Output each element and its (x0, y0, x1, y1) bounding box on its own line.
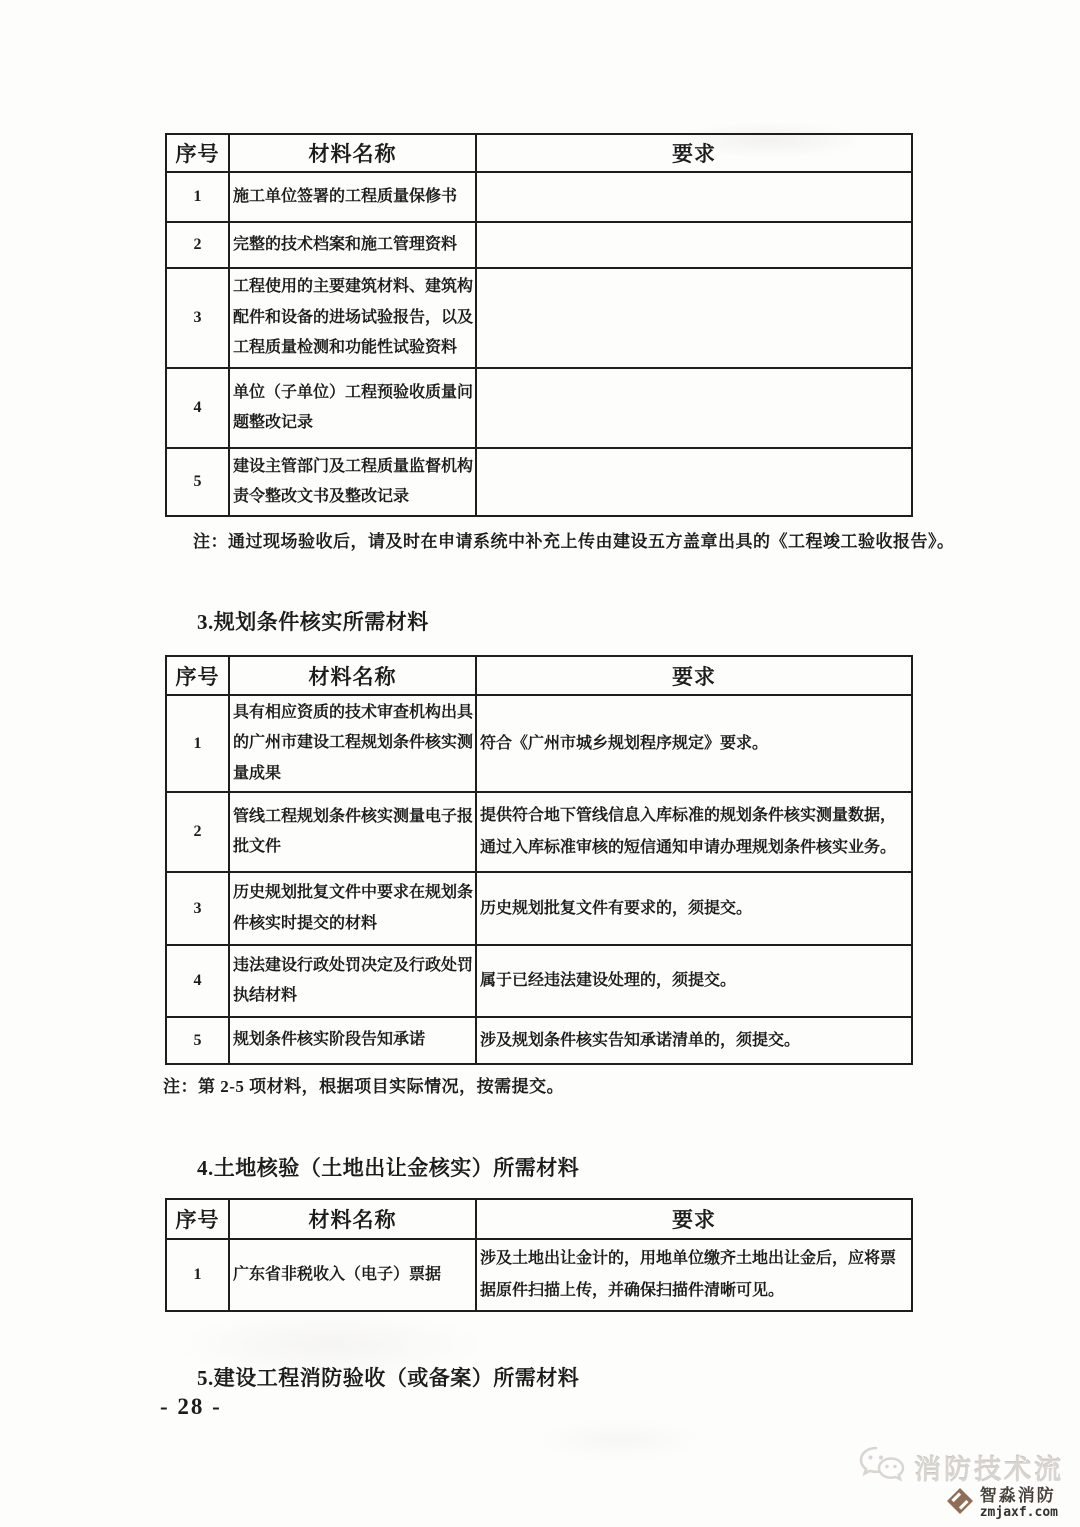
requirement-cell (476, 448, 912, 516)
watermark-company-name: 智淼消防 (979, 1486, 1056, 1506)
row-number: 3 (166, 872, 229, 945)
planning-materials-table (165, 655, 913, 1065)
material-name: 工程使用的主要建筑材料、建筑构配件和设备的进场试验报告，以及工程质量检测和功能性试验资料 (229, 268, 476, 368)
material-name: 单位（子单位）工程预验收质量问题整改记录 (229, 368, 476, 448)
row-number: 2 (166, 222, 229, 268)
requirement-cell: 历史规划批复文件有要求的，须提交。 (476, 872, 912, 945)
row-number: 1 (166, 172, 229, 222)
table-row (166, 945, 912, 1017)
column-header-material: 材料名称 (229, 134, 476, 172)
material-name: 施工单位签署的工程质量保修书 (229, 172, 476, 222)
material-name: 违法建设行政处罚决定及行政处罚执结材料 (229, 945, 476, 1017)
material-name: 历史规划批复文件中要求在规划条件核实时提交的材料 (229, 872, 476, 945)
row-number: 5 (166, 448, 229, 516)
planning-table-note: 注：第 2-5 项材料，根据项目实际情况，按需提交。 (163, 1077, 565, 1096)
watermark-company-line (945, 1486, 1058, 1521)
table-row (166, 1017, 912, 1064)
material-name: 建设主管部门及工程质量监督机构责令整改文书及整改记录 (229, 448, 476, 516)
row-number: 1 (166, 695, 229, 792)
row-number: 4 (166, 945, 229, 1017)
column-header-material: 材料名称 (229, 1199, 476, 1239)
requirement-cell (476, 268, 912, 368)
material-name: 具有相应资质的技术审查机构出具的广州市建设工程规划条件核实测量成果 (229, 695, 476, 792)
diamond-logo-icon (945, 1486, 975, 1521)
row-number: 1 (166, 1239, 229, 1311)
column-header-no: 序号 (166, 1199, 229, 1239)
table-row (166, 448, 912, 516)
table-header-row (166, 1199, 912, 1239)
row-number: 4 (166, 368, 229, 448)
table-row (166, 368, 912, 448)
row-number: 5 (166, 1017, 229, 1064)
section-5-heading: 5.建设工程消防验收（或备案）所需材料 (197, 1366, 580, 1390)
land-materials-table (165, 1198, 913, 1312)
row-number: 3 (166, 268, 229, 368)
requirement-cell: 符合《广州市城乡规划程序规定》要求。 (476, 695, 912, 792)
table-row (166, 222, 912, 268)
material-name: 完整的技术档案和施工管理资料 (229, 222, 476, 268)
requirement-cell (476, 222, 912, 268)
section-4-heading: 4.土地核验（土地出让金核实）所需材料 (197, 1156, 580, 1180)
material-name: 规划条件核实阶段告知承诺 (229, 1017, 476, 1064)
requirement-cell: 属于已经违法建设处理的，须提交。 (476, 945, 912, 1017)
table-header-row (166, 656, 912, 695)
requirement-cell: 涉及土地出让金计的，用地单位缴齐土地出让金后，应将票据原件扫描上传，并确保扫描件清晰可见。 (476, 1239, 912, 1311)
table-header-row (166, 134, 912, 172)
requirement-cell (476, 172, 912, 222)
table-row (166, 268, 912, 368)
table-row (166, 792, 912, 872)
material-name: 广东省非税收入（电子）票据 (229, 1239, 476, 1311)
table-row (166, 872, 912, 945)
column-header-no: 序号 (166, 134, 229, 172)
table-row (166, 1239, 912, 1311)
column-header-requirement: 要求 (476, 1199, 912, 1239)
requirement-cell (476, 368, 912, 448)
watermark-brand-line (858, 1446, 1064, 1489)
column-header-requirement: 要求 (476, 656, 912, 695)
column-header-requirement: 要求 (476, 134, 912, 172)
material-name: 管线工程规划条件核实测量电子报批文件 (229, 792, 476, 872)
watermark-company-texts (980, 1486, 1058, 1520)
requirement-cell: 涉及规划条件核实告知承诺清单的，须提交。 (476, 1017, 912, 1064)
watermark-brand-text: 消防技术流 (914, 1455, 1064, 1485)
table-row (166, 172, 912, 222)
table-row (166, 695, 912, 792)
column-header-material: 材料名称 (229, 656, 476, 695)
completion-table-note: 注：通过现场验收后，请及时在申请系统中补充上传由建设五方盖章出具的《工程竣工验收报告》。 (193, 532, 955, 551)
requirement-cell: 提供符合地下管线信息入库标准的规划条件核实测量数据，通过入库标准审核的短信通知申请办理规划条件核实业务。 (476, 792, 912, 872)
watermark (858, 1446, 1064, 1521)
section-3-heading: 3.规划条件核实所需材料 (197, 610, 429, 634)
wechat-icon (858, 1446, 906, 1489)
column-header-no: 序号 (166, 656, 229, 695)
watermark-website: zmjaxf.com (979, 1504, 1058, 1520)
completion-materials-table (165, 133, 913, 517)
row-number: 2 (166, 792, 229, 872)
page-number: - 28 - (160, 1394, 222, 1419)
